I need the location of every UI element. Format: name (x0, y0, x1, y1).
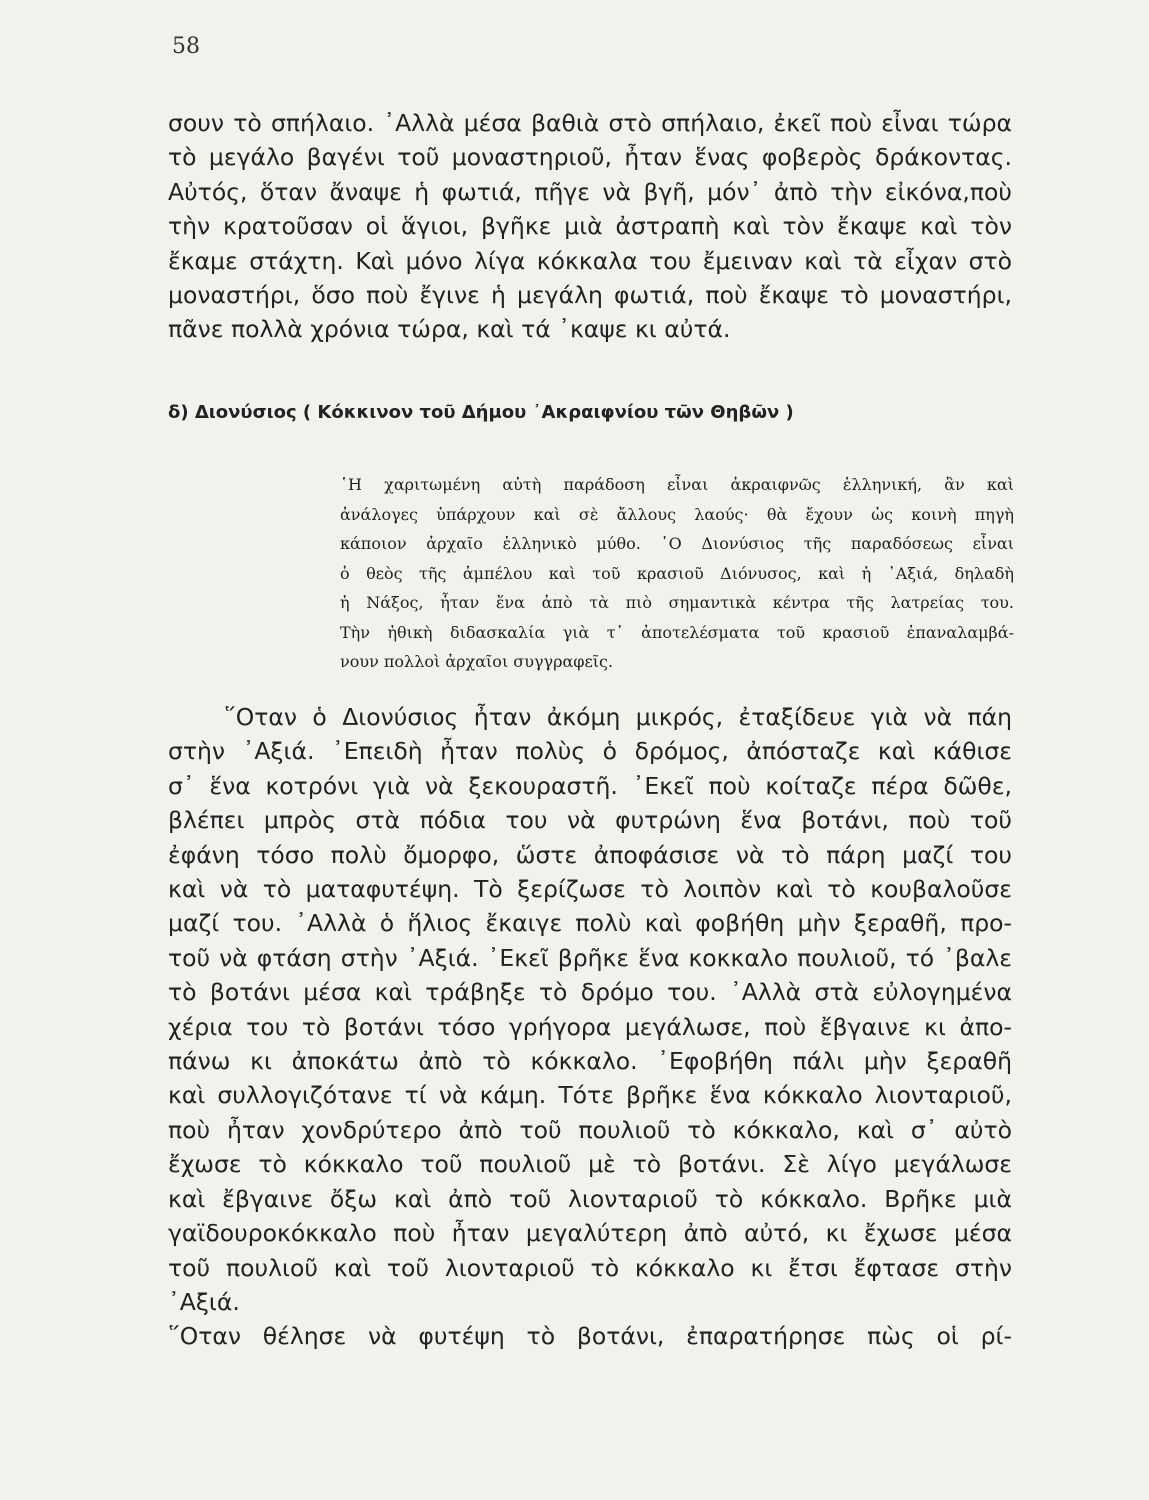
text-line: βλέπει μπρὸς στὰ πόδια του νὰ φυτρώνη ἕνα βοτάνι, ποὺ τοῦ (168, 806, 1012, 835)
text-line: καὶ νὰ τὸ ματαφυτέψη. Τὸ ξερίζωσε τὸ λοιπὸν καὶ τὸ κουβαλοῦσε (168, 875, 1012, 904)
text-line: τοῦ πουλιοῦ καὶ τοῦ λιονταριοῦ τὸ κόκκαλο κι ἔτσι ἔφτασε στὴν (168, 1253, 1012, 1282)
note-line: Τὴν ἠθικὴ διδασκαλία γιὰ τ᾿ ἀποτελέσματα τοῦ κρασιοῦ ἐπαναλαμβά- (340, 622, 1014, 642)
text-line: ἔχωσε τὸ κόκκαλο τοῦ πουλιοῦ μὲ τὸ βοτάνι. Σὲ λίγο μεγάλωσε (168, 1150, 1012, 1179)
text-line: ποὺ ἦταν χονδρύτερο ἀπὸ τοῦ πουλιοῦ τὸ κόκκαλο, καὶ σ᾿ αὐτὸ (168, 1115, 1012, 1144)
text-line: ἐφάνη τόσο πολὺ ὄμορφο, ὥστε ἀποφάσισε νὰ τὸ πάρη μαζί του (168, 840, 1012, 869)
story-paragraph (168, 700, 1012, 1354)
page-number: 58 (172, 34, 200, 59)
text-line: μοναστήρι, ὅσο ποὺ ἔγινε ἡ μεγάλη φωτιά, ποὺ ἔκαψε τὸ μοναστήρι, (168, 281, 1012, 310)
text-line: στὴν ᾿Αξιά. ᾿Επειδὴ ἦταν πολὺς ὁ δρόμος, ἀπόσταζε καὶ κάθισε (168, 737, 1012, 766)
note-line: ἀνάλογες ὑπάρχουν καὶ σὲ ἄλλους λαούς· θὰ ἔχουν ὡς κοινὴ πηγὴ (340, 504, 1014, 524)
text-line: πᾶνε πολλὰ χρόνια τώρα, καὶ τά ᾿καψε κι αὐτά. (168, 315, 731, 344)
text-line: ἔκαμε στάχτη. Καὶ μόνο λίγα κόκκαλα του ἔμειναν καὶ τὰ εἶχαν στὸ (168, 246, 1012, 275)
text-line: καὶ ἔβγαινε ὄξω καὶ ἀπὸ τοῦ λιονταριοῦ τὸ κόκκαλο. Βρῆκε μιὰ (168, 1184, 1012, 1213)
note-line: νουν πολλοὶ ἀρχαῖοι συγγραφεῖς. (340, 652, 614, 671)
note-line: κάποιον ἀρχαῖο ἑλληνικὸ μύθο. ῾Ο Διονύσιος τῆς παραδόσεως εἶναι (340, 534, 1014, 553)
note-line: ὁ θεὸς τῆς ἀμπέλου καὶ τοῦ κρασιοῦ Διόνυσος, καὶ ἡ ᾿Αξιά, δηλαδὴ (340, 563, 1014, 583)
text-line: Αὐτός, ὅταν ἄναψε ἡ φωτιά, πῆγε νὰ βγῆ, μόν᾿ ἀπὸ τὴν εἰκόνα,ποὺ (168, 177, 1012, 206)
commentary-note (340, 470, 1014, 677)
text-line: μαζί του. ᾿Αλλὰ ὁ ἥλιος ἔκαιγε πολὺ καὶ φοβήθη μὴν ξεραθῆ, προ- (168, 909, 1012, 938)
text-line: καὶ συλλογιζότανε τί νὰ κάμη. Τότε βρῆκε ἕνα κόκκαλο λιονταριοῦ, (168, 1081, 1012, 1110)
text-line: γαϊδουροκόκκαλο ποὺ ἦταν μεγαλύτερη ἀπὸ αὐτό, κι ἔχωσε μέσα (168, 1219, 1012, 1248)
text-line: πάνω κι ἀποκάτω ἀπὸ τὸ κόκκαλο. ᾿Εφοβήθη πάλι μὴν ξεραθῆ (168, 1047, 1012, 1076)
text-line: σουν τὸ σπήλαιο. ᾿Αλλὰ μέσα βαθιὰ στὸ σπήλαιο, ἐκεῖ ποὺ εἶναι τώρα (168, 109, 1012, 137)
text-line: τὸ μεγάλο βαγένι τοῦ μοναστηριοῦ, ἦταν ἕνας φοβερὸς δράκοντας. (168, 143, 1012, 172)
text-line: σ᾿ ἕνα κοτρόνι γιὰ νὰ ξεκουραστῆ. ᾿Εκεῖ ποὺ κοίταζε πέρα δῶθε, (168, 771, 1012, 800)
text-line: τοῦ νὰ φτάση στὴν ᾿Αξιά. ᾿Εκεῖ βρῆκε ἕνα κοκκαλο πουλιοῦ, τό ᾿βαλε (168, 943, 1012, 972)
text-line: χέρια του τὸ βοτάνι τόσο γρήγορα μεγάλωσε, ποὺ ἔβγαινε κι ἀπο- (168, 1012, 1012, 1041)
note-line: ἡ Νάξος, ἦταν ἕνα ἀπὸ τὰ πιὸ σημαντικὰ κέντρα τῆς λατρείας του. (340, 593, 1014, 612)
section-heading: δ) Διονύσιος ( Κόκκινον τοῦ Δήμου ᾿Ακραιφνίου τῶν Θηβῶν ) (168, 402, 794, 423)
text-line: τὴν κρατοῦσαν οἱ ἅγιοι, βγῆκε μιὰ ἀστραπὴ καὶ τὸν ἔκαψε καὶ τὸν (168, 212, 1012, 241)
text-line: τὸ βοτάνι μέσα καὶ τράβηξε τὸ δρόμο του. ᾿Αλλὰ στὰ εὐλογημένα (168, 978, 1012, 1007)
text-line: ῞Οταν ὁ Διονύσιος ἦταν ἀκόμη μικρός, ἐταξίδευε γιὰ νὰ πάη (224, 703, 1012, 731)
text-line: ῞Οταν θέλησε νὰ φυτέψη τὸ βοτάνι, ἐπαρατήρησε πὼς οἱ ρί- (168, 1322, 1012, 1351)
text-line: ᾿Αξιά. (168, 1287, 240, 1316)
note-line: ῾Η χαριτωμένη αὐτὴ παράδοση εἶναι ἀκραιφνῶς ἑλληνική, ἂν καὶ (340, 475, 1014, 494)
paragraph-continued (168, 106, 1012, 347)
